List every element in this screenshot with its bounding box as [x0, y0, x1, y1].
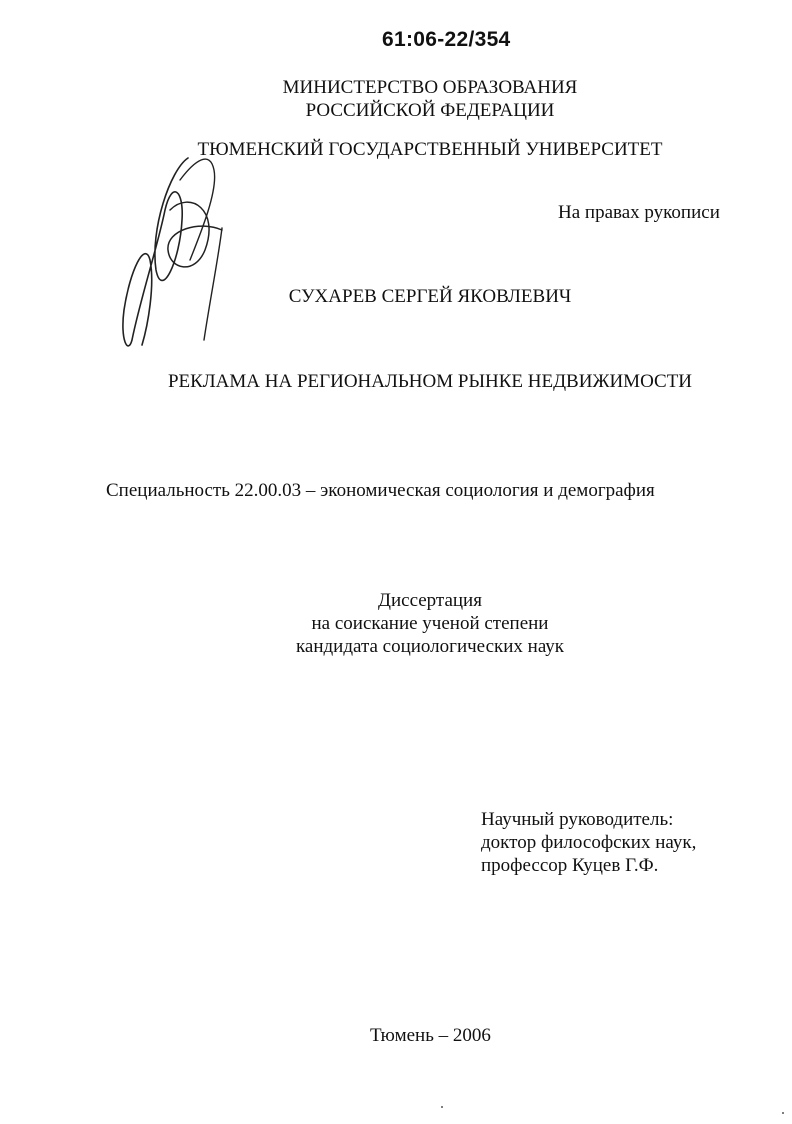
advisor-line-1: Научный руководитель: [481, 809, 674, 830]
thesis-title [160, 370, 700, 393]
author-line: СУХАРЕВ СЕРГЕЙ ЯКОВЛЕВИЧ [288, 286, 572, 307]
ministry-line-1: МИНИСТЕРСТВО ОБРАЗОВАНИЯ [282, 77, 578, 98]
city-year: Тюмень – 2006 [370, 1025, 491, 1046]
dissertation-block [260, 589, 600, 658]
scan-speck [441, 1106, 443, 1108]
ministry-header [230, 76, 630, 122]
rights-note: На правах рукописи [558, 202, 720, 223]
thesis-title-line: РЕКЛАМА НА РЕГИОНАЛЬНОМ РЫНКЕ НЕДВИЖИМОСТИ [167, 371, 693, 392]
dissertation-line-1: Диссертация [378, 590, 482, 611]
handwritten-signature-icon [110, 150, 240, 360]
advisor-line-2: доктор философских наук, [481, 832, 697, 853]
university-line: ТЮМЕНСКИЙ ГОСУДАРСТВЕННЫЙ УНИВЕРСИТЕТ [197, 139, 663, 160]
dissertation-line-3: кандидата социологических наук [295, 636, 565, 657]
specialty-line: Специальность 22.00.03 – экономическая социология и демография [106, 480, 655, 501]
ministry-line-2: РОССИЙСКОЙ ФЕДЕРАЦИИ [305, 100, 555, 121]
archive-stamp-number: 61:06-22/354 [382, 28, 511, 51]
author-name [260, 285, 600, 308]
university-name [180, 138, 680, 161]
dissertation-line-2: на соискание ученой степени [311, 613, 549, 634]
advisor-block [481, 808, 696, 877]
advisor-line-3: профессор Куцев Г.Ф. [481, 855, 659, 876]
scan-speck [782, 1112, 784, 1114]
